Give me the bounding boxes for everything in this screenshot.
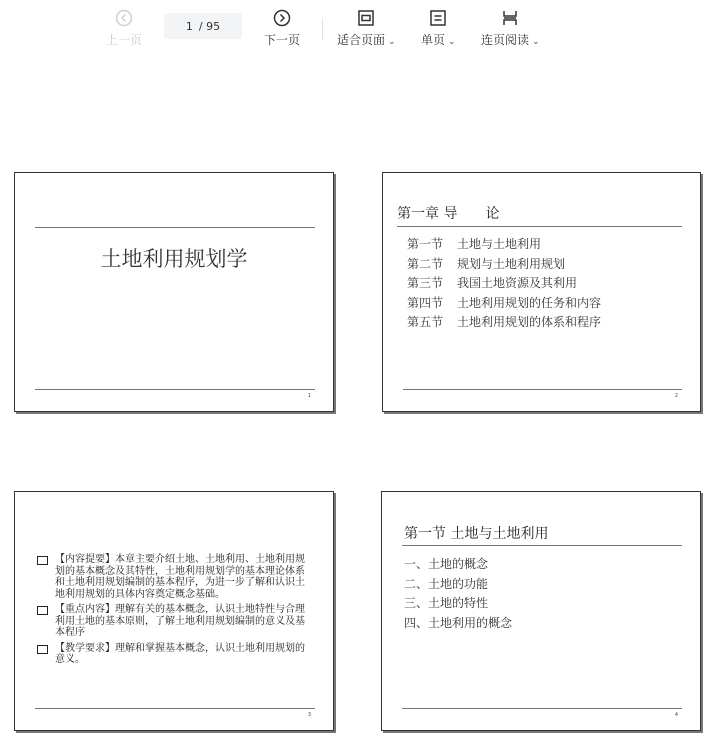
slide-rule (35, 227, 315, 228)
checkbox-bullet-icon (37, 606, 48, 615)
slide-rule (403, 389, 682, 390)
slide-thumbnail[interactable] (14, 172, 334, 412)
slide-thumbnail[interactable] (14, 491, 334, 731)
viewer-toolbar (0, 0, 715, 56)
list-item: 第五节 土地利用规划的体系和程序 (407, 315, 602, 329)
slide-rule (402, 708, 682, 709)
list-item: 第二节 规划与土地利用规划 (407, 256, 566, 271)
list-item: 第三节 我国土地资源及其利用 (407, 276, 578, 290)
page-indicator[interactable] (164, 13, 242, 39)
slide-title: 第一节 土地与土地利用 (404, 526, 549, 542)
checkbox-bullet-icon (37, 645, 48, 654)
continuous-scroll-icon (501, 8, 519, 28)
list-item: 四、土地利用的概念 (404, 615, 513, 630)
slide-rule (35, 708, 315, 709)
slide-thumbnail[interactable] (382, 172, 701, 412)
list-item: 三、土地的特性 (404, 596, 489, 610)
chevron-right-circle-icon (273, 8, 291, 28)
list-item: 【内容提要】本章主要介绍土地、土地利用、土地利用规划的基本概念及其特性，土地利用规划学的基本理论体系和土地利用规划编制的基本程序，为进一步了解和认识土地利用规划的具体内容奠定概念基础。 (37, 554, 309, 600)
checkbox-bullet-icon (37, 556, 48, 565)
slide-rule (402, 545, 682, 546)
list-item: 第一节 土地与土地利用 (407, 237, 542, 251)
single-page-label: 单页 (421, 33, 446, 47)
chapter-contents-list (407, 235, 601, 333)
fit-page-dropdown[interactable] (337, 8, 396, 48)
slide-rule (397, 226, 682, 227)
single-page-icon (429, 8, 447, 28)
chapter-summary-list (37, 554, 309, 670)
slide-title: 第一章 导 论 (397, 206, 500, 222)
continuous-read-label: 连页阅读 (481, 33, 530, 47)
chevron-down-icon: ⌄ (448, 37, 456, 47)
continuous-read-dropdown[interactable] (481, 8, 540, 48)
section-contents-list (404, 555, 512, 633)
list-item: 【重点内容】理解有关的基本概念，认识土地特性与合理利用土地的基本原则，了解土地利用规划编制的意义及基本程序 (37, 604, 309, 639)
prev-page-button[interactable] (106, 8, 142, 48)
next-page-label: 下一页 (264, 33, 301, 47)
chevron-down-icon: ⌄ (532, 37, 540, 47)
slide-thumbnail[interactable] (381, 491, 701, 731)
list-item: 二、土地的功能 (404, 576, 489, 591)
slide-page-number: 2 (674, 393, 678, 399)
single-page-dropdown[interactable] (421, 8, 456, 48)
slide-page-number: 1 (307, 393, 311, 399)
chevron-down-icon: ⌄ (388, 37, 396, 47)
next-page-button[interactable] (264, 8, 300, 48)
slide-page-number: 4 (674, 712, 678, 718)
slide-page-number: 3 (307, 712, 311, 718)
list-item: 第四节 土地利用规划的任务和内容 (407, 295, 602, 310)
slide-rule (35, 389, 315, 390)
fit-page-icon (357, 8, 375, 28)
fit-page-label: 适合页面 (337, 33, 386, 47)
slide-title: 土地利用规划学 (100, 247, 248, 271)
toolbar-divider (322, 18, 323, 40)
list-item: 一、土地的概念 (404, 557, 489, 571)
current-page-input[interactable]: 1 (185, 19, 193, 33)
list-item: 【教学要求】理解和掌握基本概念，认识土地利用规划的意义。 (37, 643, 309, 666)
total-pages: / 95 (198, 19, 221, 33)
chevron-left-circle-icon (115, 8, 133, 28)
prev-page-label: 上一页 (106, 33, 143, 47)
